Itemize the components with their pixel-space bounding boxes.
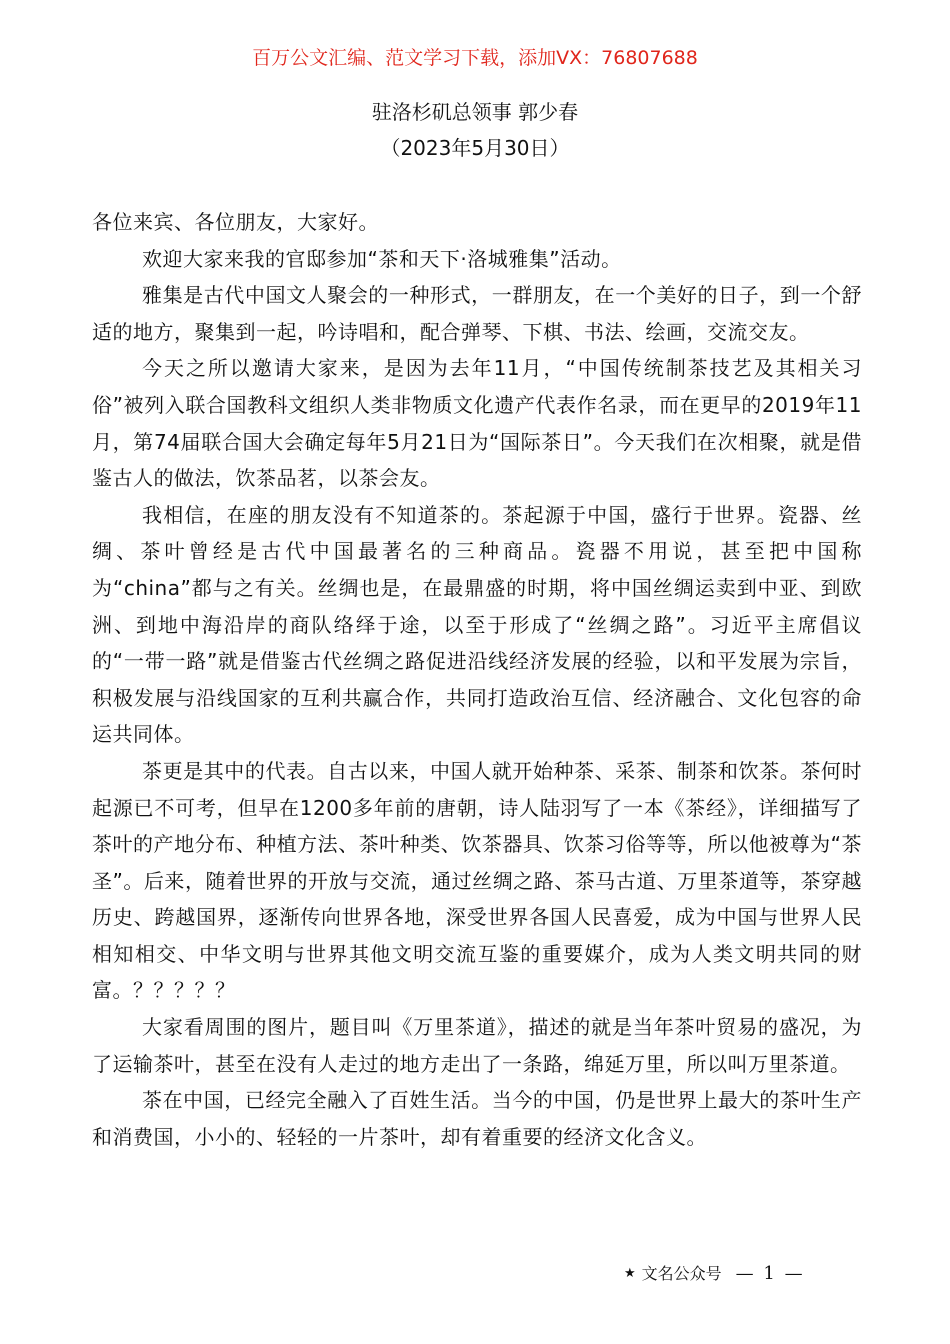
footer-label: 文名公众号 (641, 1264, 722, 1283)
paragraph-welcome: 欢迎大家来我的官邸参加“茶和天下·洛城雅集”活动。 (142, 246, 622, 271)
paragraph-yaji: 雅集是古代中国文人聚会的一种形式，一群朋友，在一个美好的日子，到一个舒适的地方，聚集到一起，吟诗唱和，配合弹琴、下棋、书法、绘画，交流交友。 (92, 283, 862, 344)
download-banner: 百万公文汇编、范文学习下载，添加VX：76807688 (252, 47, 698, 69)
page-number: — 1 — (735, 1263, 805, 1284)
star-icon: ★ (624, 1266, 636, 1281)
page-footer (624, 1262, 805, 1286)
paragraph-tea-road: 大家看周围的图片，题目叫《万里茶道》，描述的就是当年茶叶贸易的盛况，为了运输茶叶，甚至在没有人走过的地方走出了一条路，绵延万里，所以叫万里茶道。 (92, 1015, 862, 1076)
paragraph-tea-history: 茶更是其中的代表。自古以来，中国人就开始种茶、采茶、制茶和饮茶。茶何时起源已不可考，但早在1200多年前的唐朝，诗人陆羽写了一本《茶经》，详细描写了茶叶的产地分布、种植方法、茶叶种类、饮茶器具、饮茶习俗等等，所以他被尊为“茶圣”。后来，随着世界的开放与交流，通过丝绸之路、茶马古道、万里茶道等，茶穿越历史、跨越国界，逐渐传向世界各地，深受世界各国人民喜爱，成为中国与世界人民相知相交、中华文明与世界其他文明交流互鉴的重要媒介，成为人类文明共同的财富。？？？？？ (92, 758, 862, 1003)
speech-body (92, 204, 862, 1155)
paragraph-silk-road: 我相信，在座的朋友没有不知道茶的。茶起源于中国，盛行于世界。瓷器、丝绸、茶叶曾经是古代中国最著名的三种商品。瓷器不用说，甚至把中国称为“china”都与之有关。丝绸也是，在最鼎盛的时期，将中国丝绸运卖到中亚、到欧洲、到地中海沿岸的商队络绎于途，以至于形成了“丝绸之路”。习近平主席倡议的“一带一路”就是借鉴古代丝绸之路促进沿线经济发展的经验，以和平发展为宗旨，积极发展与沿线国家的互利共赢合作，共同打造政治互信、经济融合、文化包容的命运共同体。 (92, 502, 862, 747)
speech-date: （2023年5月30日） (380, 136, 570, 160)
paragraph-greeting: 各位来宾、各位朋友，大家好。 (92, 210, 379, 234)
speaker-line: 驻洛杉矶总领事 郭少春 (371, 100, 579, 124)
paragraph-reason: 今天之所以邀请大家来，是因为去年11月，“中国传统制茶技艺及其相关习俗”被列入联合国教科文组织人类非物质文化遗产代表作名录，而在更早的2019年11月，第74届联合国大会确定每年5月21日为“国际茶日”。今天我们在次相聚，就是借鉴古人的做法，饮茶品茗，以茶会友。 (92, 356, 862, 491)
paragraph-tea-today: 茶在中国，已经完全融入了百姓生活。当今的中国，仍是世界上最大的茶叶生产和消费国，小小的、轻轻的一片茶叶，却有着重要的经济文化含义。 (92, 1088, 862, 1149)
